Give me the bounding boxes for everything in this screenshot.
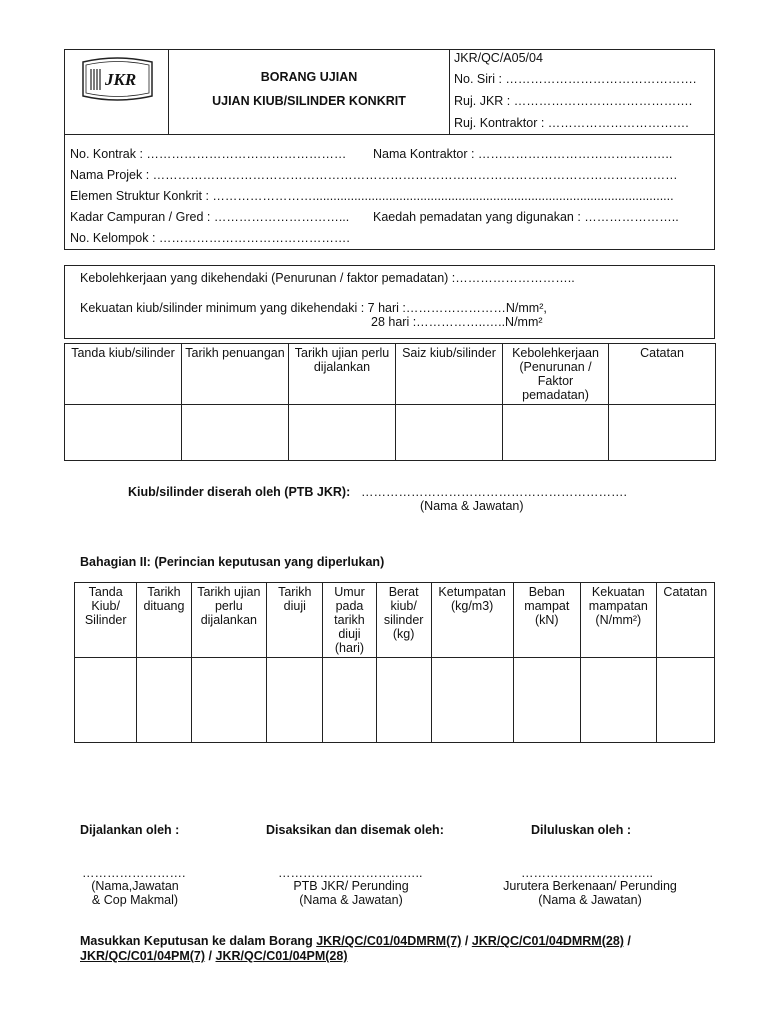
footer-sep-3: /: [208, 949, 213, 963]
cell[interactable]: [323, 658, 376, 743]
col2-tanda: Tanda Kiub/ Silinder: [75, 583, 137, 658]
footer-note: [80, 934, 680, 964]
sig-col1-caption-2: & Cop Makmal): [91, 893, 179, 907]
cell[interactable]: [376, 658, 431, 743]
footer-ref-4[interactable]: JKR/QC/C01/04PM(28): [215, 949, 348, 963]
col-tarikh-ujian: Tarikh ujian perlu dijalankan: [289, 344, 396, 405]
nama-kontraktor-field[interactable]: Nama Kontraktor : ………………………………………..: [373, 147, 673, 161]
sig-dijalankan-line[interactable]: …………………….: [82, 866, 186, 880]
handover-caption: (Nama & Jawatan): [420, 499, 524, 513]
col2-umur: Umur pada tarikh diuji (hari): [323, 583, 376, 658]
header-divider-right: [449, 49, 450, 135]
cell[interactable]: [65, 405, 182, 461]
ruj-jkr-field[interactable]: Ruj. JKR : …………………………………….: [454, 94, 693, 108]
nama-projek-field[interactable]: Nama Projek : ………………………………………………………………………………………………………………: [70, 168, 678, 182]
col2-beban: Beban mampat (kN): [513, 583, 580, 658]
sig-col1-caption-1: (Nama,Jawatan: [91, 879, 179, 893]
form-subtitle: UJIAN KIUB/SILINDER KONKRIT: [212, 94, 406, 108]
section2-title: Bahagian II: (Perincian keputusan yang diperlukan): [80, 555, 385, 569]
col2-kekuatan: Kekuatan mampatan (N/mm²): [581, 583, 657, 658]
sig-col2-caption-2: (Nama & Jawatan): [299, 893, 403, 907]
footer-ref-3[interactable]: JKR/QC/C01/04PM(7): [80, 949, 206, 963]
cell[interactable]: [267, 658, 323, 743]
form-title: BORANG UJIAN: [260, 70, 358, 84]
cell[interactable]: [137, 658, 191, 743]
handover-label: Kiub/silinder diserah oleh (PTB JKR):: [128, 485, 351, 499]
cell[interactable]: [513, 658, 580, 743]
no-kontrak-field[interactable]: No. Kontrak : …………………………………………: [70, 147, 347, 161]
sig-disaksikan-line[interactable]: ……………………………..: [278, 866, 423, 880]
no-siri-field[interactable]: No. Siri : ……………………………………….: [454, 72, 697, 86]
table-row: [75, 658, 715, 743]
footer-ref-1[interactable]: JKR/QC/C01/04DMRM(7): [316, 934, 462, 948]
col-kebolehkerjaan: Kebolehkerjaan (Penurunan / Faktor pemadatan): [503, 344, 609, 405]
footer-prefix: Masukkan Keputusan ke dalam Borang: [80, 934, 313, 948]
no-kelompok-field[interactable]: No. Kelompok : ……………………………………….: [70, 231, 350, 245]
sig-disaksikan-label: Disaksikan dan disemak oleh:: [266, 823, 444, 837]
logo-text: JKR: [105, 70, 137, 89]
cell[interactable]: [289, 405, 396, 461]
cell[interactable]: [431, 658, 513, 743]
col-tanda: Tanda kiub/silinder: [65, 344, 182, 405]
col2-tarikh-ujian: Tarikh ujian perlu dijalankan: [191, 583, 267, 658]
sample-table: [64, 343, 716, 461]
table-row: [65, 405, 716, 461]
sig-col2-caption-1: PTB JKR/ Perunding: [293, 879, 409, 893]
handover-dots[interactable]: ……………………………………………………….: [361, 485, 627, 499]
jkr-logo: [79, 56, 156, 104]
sig-col3-caption-1: Jurutera Berkenaan/ Perunding: [503, 879, 677, 893]
col2-berat: Berat kiub/ silinder (kg): [376, 583, 431, 658]
kaedah-field[interactable]: Kaedah pemadatan yang digunakan : …………………..: [373, 210, 679, 224]
kebolehkerjaan-field[interactable]: Kebolehkerjaan yang dikehendaki (Penurunan / faktor pemadatan) :………………………..: [80, 271, 575, 285]
cell[interactable]: [396, 405, 503, 461]
kekuatan-28-field[interactable]: 28 hari :……………..…..N/mm²: [371, 315, 543, 329]
header-divider-left: [168, 49, 169, 135]
col2-tarikh-diuji: Tarikh diuji: [267, 583, 323, 658]
elemen-field[interactable]: Elemen Struktur Konkrit : ……………………........................................................................................................: [70, 189, 674, 203]
col2-catatan: Catatan: [656, 583, 714, 658]
cell[interactable]: [75, 658, 137, 743]
col2-ketumpatan: Ketumpatan (kg/m3): [431, 583, 513, 658]
col-saiz: Saiz kiub/silinder: [396, 344, 503, 405]
results-table: [74, 582, 715, 743]
doc-code: JKR/QC/A05/04: [454, 51, 543, 65]
cell[interactable]: [191, 658, 267, 743]
sig-diluluskan-line[interactable]: …………………………..: [521, 866, 653, 880]
sig-col3-caption-2: (Nama & Jawatan): [538, 893, 642, 907]
footer-ref-2[interactable]: JKR/QC/C01/04DMRM(28): [471, 934, 624, 948]
cell[interactable]: [581, 658, 657, 743]
sig-diluluskan-label: Diluluskan oleh :: [531, 823, 632, 837]
kekuatan-7-field[interactable]: Kekuatan kiub/silinder minimum yang dikehendaki : 7 hari :……………………N/mm²,: [80, 301, 547, 315]
cell[interactable]: [503, 405, 609, 461]
cell[interactable]: [609, 405, 716, 461]
footer-sep-2: /: [627, 934, 631, 948]
cell[interactable]: [656, 658, 714, 743]
cell[interactable]: [182, 405, 289, 461]
col-tarikh-penuangan: Tarikh penuangan: [182, 344, 289, 405]
col-catatan: Catatan: [609, 344, 716, 405]
col2-tarikh-dituang: Tarikh dituang: [137, 583, 191, 658]
ruj-kontraktor-field[interactable]: Ruj. Kontraktor : …………………………….: [454, 116, 689, 130]
kadar-campuran-field[interactable]: Kadar Campuran / Gred : …………………………...: [70, 210, 350, 224]
sig-dijalankan-label: Dijalankan oleh :: [80, 823, 180, 837]
footer-sep-1: /: [464, 934, 469, 948]
